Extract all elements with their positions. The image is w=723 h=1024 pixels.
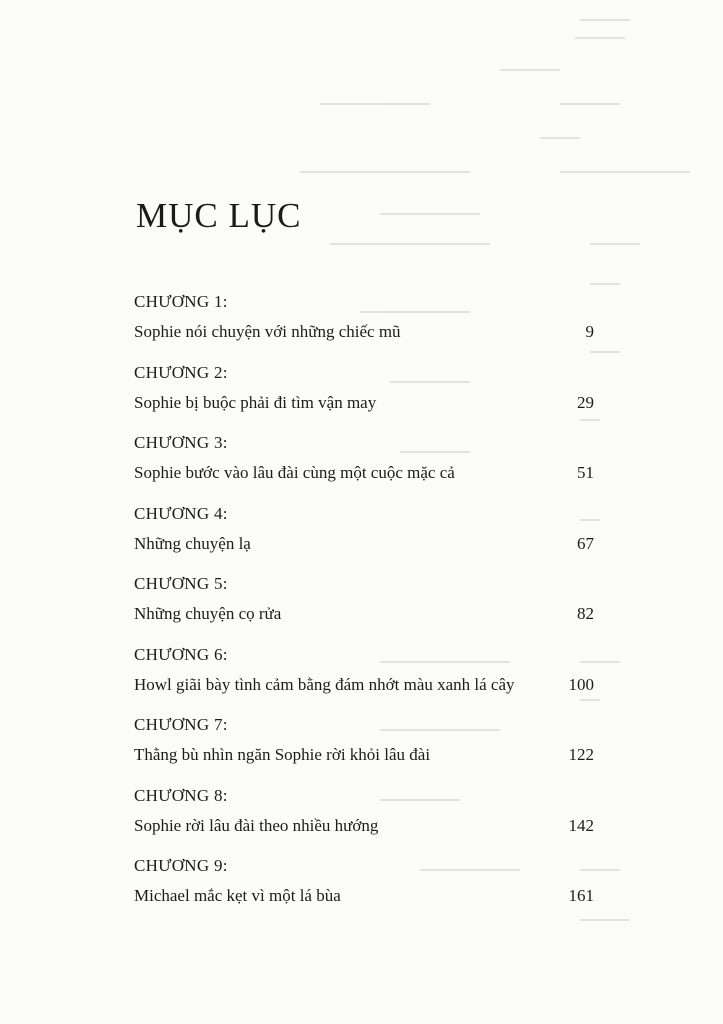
page-number: 161	[568, 886, 594, 905]
page-title: MỤC LỤC	[136, 196, 302, 235]
chapter-label: CHƯƠNG 6:	[134, 644, 228, 664]
toc-entry-6[interactable]	[134, 645, 594, 716]
chapter-title: Sophie bị buộc phải đi tìm vận may	[134, 392, 377, 412]
chapter-title: Những chuyện lạ	[134, 533, 251, 553]
toc-entry-9[interactable]	[134, 856, 594, 927]
page-number: 9	[585, 322, 594, 341]
chapter-title: Thằng bù nhìn ngăn Sophie rời khỏi lâu đài	[134, 745, 431, 764]
chapter-label: CHƯƠNG 1:	[134, 292, 228, 311]
chapter-title: Sophie bước vào lâu đài cùng một cuộc mặc cả	[134, 463, 455, 482]
toc-entry-7[interactable]	[134, 715, 594, 786]
page-number: 100	[568, 674, 594, 694]
toc-entry-1[interactable]	[134, 292, 594, 363]
chapter-title: Sophie rời lâu đài theo nhiều hướng	[134, 815, 379, 835]
toc-entry-4[interactable]	[134, 504, 594, 575]
chapter-title: Những chuyện cọ rửa	[134, 604, 282, 623]
page-number: 122	[568, 745, 594, 764]
page-number: 82	[577, 604, 594, 623]
toc-entry-5[interactable]	[134, 574, 594, 645]
chapter-label: CHƯƠNG 8:	[134, 785, 228, 805]
toc-entry-2[interactable]	[134, 363, 594, 434]
toc-entry-3[interactable]	[134, 433, 594, 504]
chapter-title: Michael mắc kẹt vì một lá bùa	[134, 886, 341, 905]
page-number: 29	[577, 392, 594, 412]
chapter-label: CHƯƠNG 3:	[134, 433, 228, 452]
chapter-title: Sophie nói chuyện với những chiếc mũ	[134, 322, 401, 341]
page-number: 67	[577, 533, 594, 553]
toc-entry-8[interactable]	[134, 786, 594, 857]
table-of-contents	[134, 292, 594, 927]
chapter-label: CHƯƠNG 7:	[134, 715, 228, 734]
chapter-label: CHƯƠNG 2:	[134, 362, 228, 382]
page-number: 142	[568, 815, 594, 835]
chapter-label: CHƯƠNG 4:	[134, 503, 228, 523]
chapter-label: CHƯƠNG 9:	[134, 856, 228, 875]
page-number: 51	[577, 463, 594, 482]
chapter-title: Howl giãi bày tình cảm bằng đám nhớt màu xanh lá cây	[134, 674, 515, 694]
chapter-label: CHƯƠNG 5:	[134, 574, 228, 593]
